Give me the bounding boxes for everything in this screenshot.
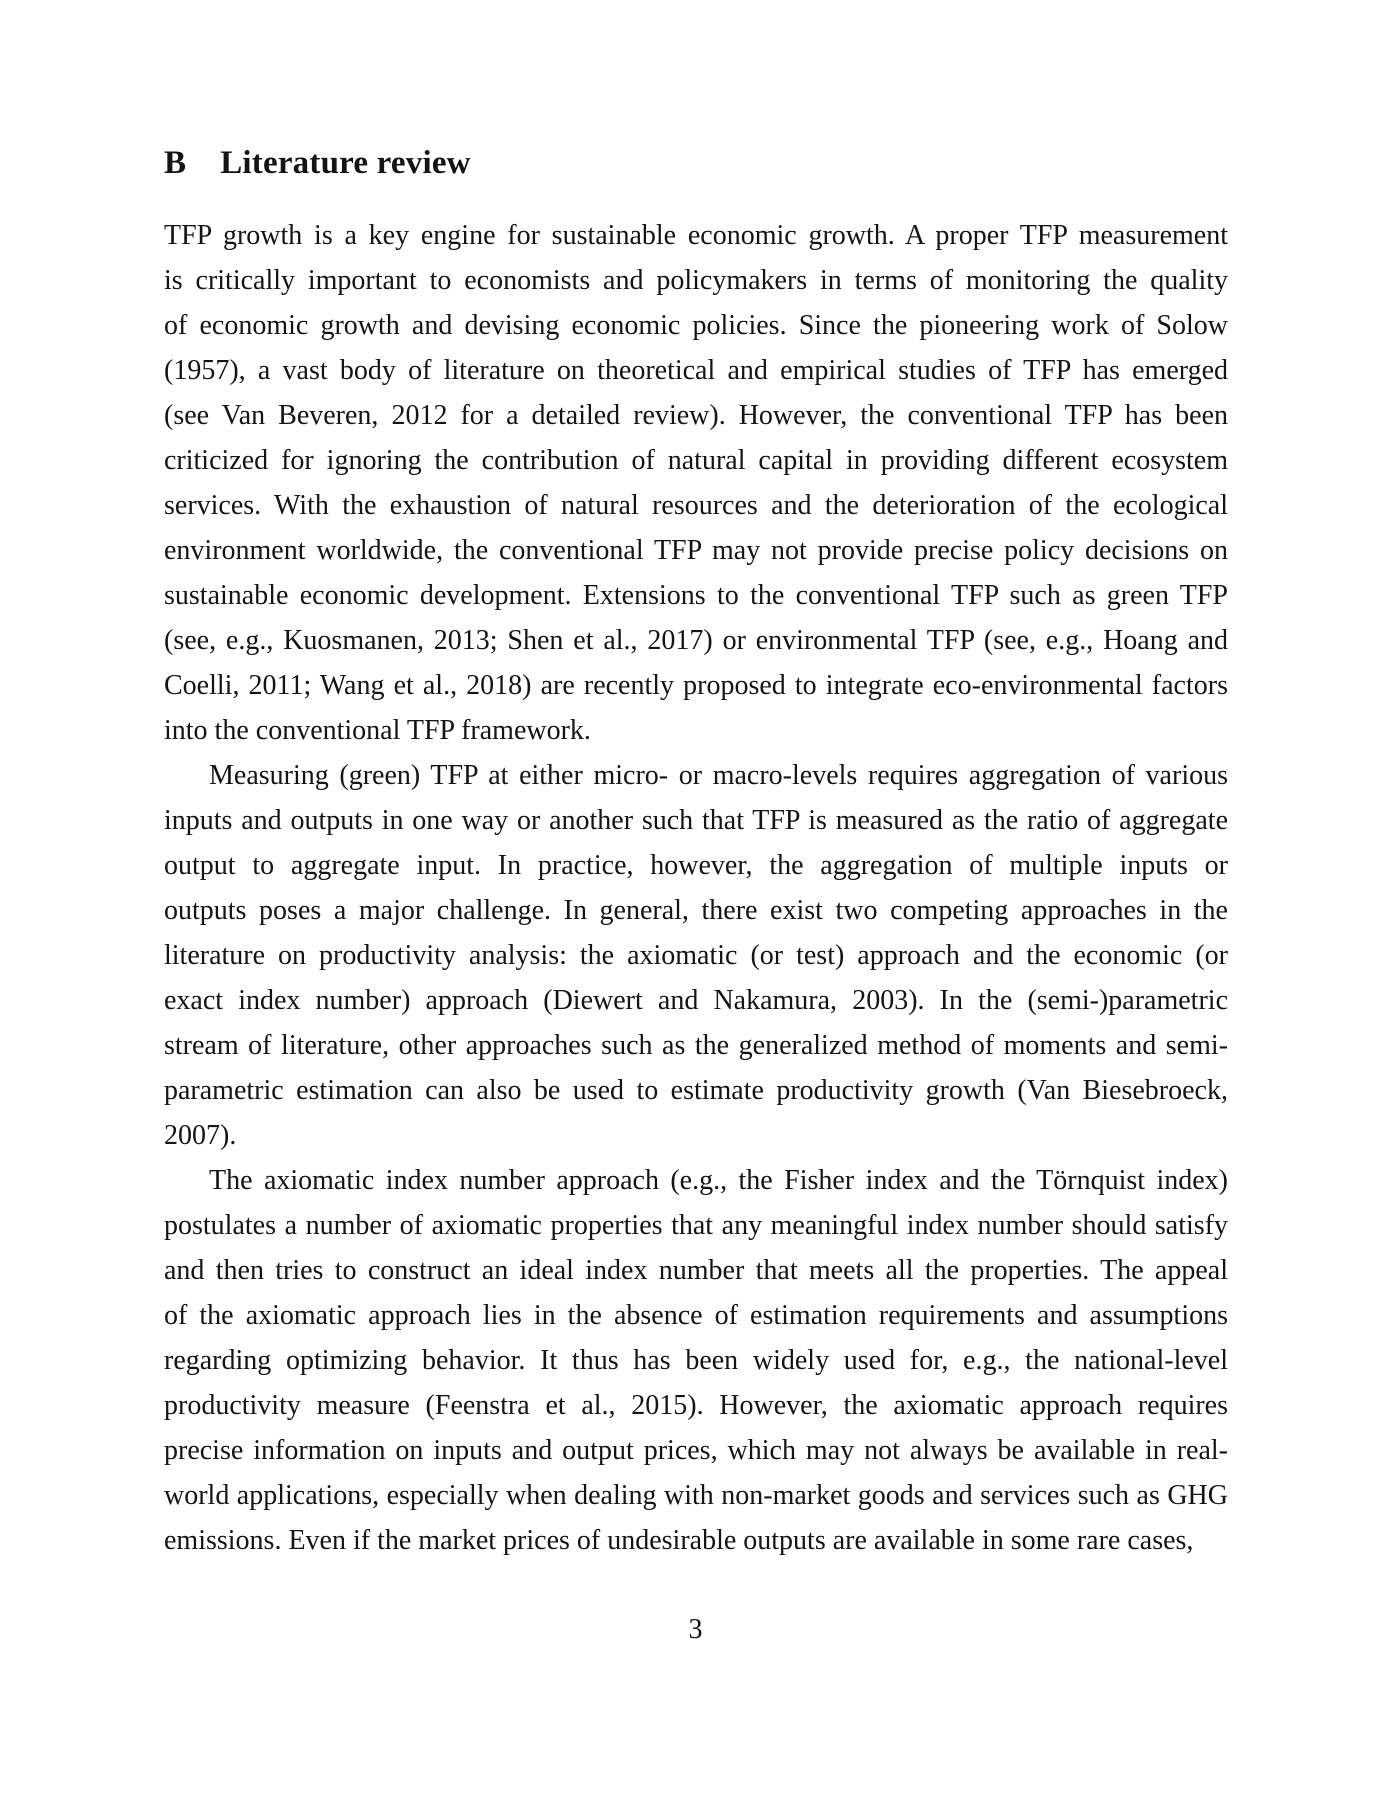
text-line: outputs poses a major challenge. In general, there exist two competing approaches in the: [164, 895, 1228, 926]
text-line: environment worldwide, the conventional TFP may not provide precise policy decisions on: [164, 535, 1228, 566]
text-line: TFP growth is a key engine for sustainable economic growth. A proper TFP measurement: [164, 220, 1228, 251]
text-line: (1957), a vast body of literature on theoretical and empirical studies of TFP has emerged: [164, 355, 1228, 386]
text-line: inputs and outputs in one way or another such that TFP is measured as the ratio of aggregate: [164, 805, 1228, 836]
section-number: B: [164, 145, 187, 181]
text-line: world applications, especially when dealing with non-market goods and services such as GHG: [164, 1480, 1228, 1511]
document-body: [164, 213, 1228, 1563]
text-line: postulates a number of axiomatic properties that any meaningful index number should satisfy: [164, 1210, 1228, 1241]
paragraph: [164, 753, 1228, 1158]
text-line: literature on productivity analysis: the axiomatic (or test) approach and the economic (or: [164, 940, 1228, 971]
text-line: criticized for ignoring the contribution of natural capital in providing different ecosystem: [164, 445, 1228, 476]
paragraph: [164, 213, 1228, 753]
text-line: exact index number) approach (Diewert and Nakamura, 2003). In the (semi-)parametric: [164, 985, 1228, 1016]
text-line: 2007).: [164, 1120, 237, 1151]
page-number: 3: [688, 1614, 703, 1645]
text-line: emissions. Even if the market prices of undesirable outputs are available in some rare cases,: [164, 1525, 1194, 1556]
page-content: [164, 143, 1228, 1563]
text-line: and then tries to construct an ideal index number that meets all the properties. The appeal: [164, 1255, 1228, 1286]
text-line: precise information on inputs and output prices, which may not always be available in real-: [164, 1435, 1228, 1466]
text-line: (see Van Beveren, 2012 for a detailed review). However, the conventional TFP has been: [164, 400, 1228, 431]
text-line: into the conventional TFP framework.: [164, 715, 591, 746]
section-heading: [164, 143, 1228, 183]
text-line: stream of literature, other approaches such as the generalized method of moments and semi-: [164, 1030, 1228, 1061]
text-line: productivity measure (Feenstra et al., 2015). However, the axiomatic approach requires: [164, 1390, 1228, 1421]
text-line: Measuring (green) TFP at either micro- or macro-levels requires aggregation of various: [209, 760, 1228, 791]
text-line: of economic growth and devising economic policies. Since the pioneering work of Solow: [164, 310, 1228, 341]
text-line: of the axiomatic approach lies in the absence of estimation requirements and assumptions: [164, 1300, 1228, 1331]
paragraph: [164, 1158, 1228, 1563]
text-line: output to aggregate input. In practice, however, the aggregation of multiple inputs or: [164, 850, 1228, 881]
text-line: (see, e.g., Kuosmanen, 2013; Shen et al., 2017) or environmental TFP (see, e.g., Hoang and: [164, 625, 1228, 656]
text-line: parametric estimation can also be used to estimate productivity growth (Van Biesebroeck,: [164, 1075, 1228, 1106]
text-line: regarding optimizing behavior. It thus has been widely used for, e.g., the national-level: [164, 1345, 1228, 1376]
text-line: is critically important to economists and policymakers in terms of monitoring the quality: [164, 265, 1228, 296]
text-line: Coelli, 2011; Wang et al., 2018) are recently proposed to integrate eco-environmental factors: [164, 670, 1228, 701]
section-title: Literature review: [220, 145, 471, 181]
text-line: services. With the exhaustion of natural resources and the deterioration of the ecological: [164, 490, 1228, 521]
text-line: sustainable economic development. Extensions to the conventional TFP such as green TFP: [164, 580, 1228, 611]
text-line: The axiomatic index number approach (e.g., the Fisher index and the Törnquist index): [209, 1165, 1228, 1196]
